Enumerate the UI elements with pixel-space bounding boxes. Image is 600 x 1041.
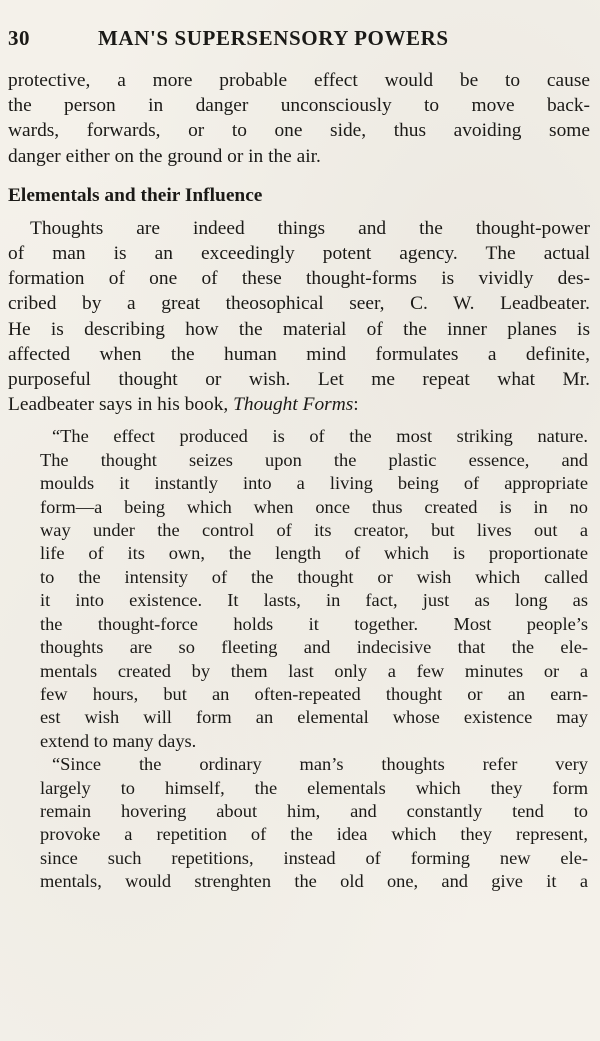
text-line: He is describing how the material of the inner planes is	[8, 318, 590, 340]
quote-line: the thought-force holds it together. Most people’s	[40, 613, 588, 634]
text-line: Leadbeater says in his book,	[8, 394, 229, 416]
text-line: Thoughts are indeed things and the thought-power	[30, 217, 590, 239]
running-head: MAN'S SUPERSENSORY POWERS	[98, 26, 449, 50]
quote-line: est wish will form an elemental whose existence may	[40, 707, 588, 728]
quote-line: since such repetitions, instead of forming new ele-	[40, 847, 588, 868]
text-line: formation of one of these thought-forms is vividly des-	[8, 268, 590, 290]
quote-line: thoughts are so fleeting and indecisive that the ele-	[40, 637, 588, 658]
page-header	[8, 26, 590, 62]
quote-line: life of its own, the length of which is proportionate	[40, 543, 588, 564]
quote-line: mentals, would strenghten the old one, and give it a	[40, 871, 588, 892]
text-line: protective, a more probable effect would be to cause	[8, 70, 590, 91]
quote-line: mentals created by them last only a few minutes or a	[40, 660, 588, 681]
quote-line: to the intensity of the thought or wish which called	[40, 566, 588, 587]
quote-line: remain hovering about him, and constantly tend to	[40, 800, 588, 821]
text-line: affected when the human mind formulates a definite,	[8, 343, 590, 365]
main-paragraph	[8, 216, 590, 418]
text-line: cribed by a great theosophical seer, C. W. Leadbeater.	[8, 293, 590, 315]
text-line: danger either on the ground or in the air.	[8, 145, 321, 167]
punctuation: :	[353, 394, 359, 416]
text-line: of man is an exceedingly potent agency. The actual	[8, 243, 590, 265]
quote-line: form—a being which when once thus created is in no	[40, 496, 588, 517]
quote-line: The thought seizes upon the plastic essence, and	[40, 449, 588, 470]
quote-line: moulds it instantly into a living being of appropriate	[40, 473, 588, 494]
block-quote-2	[40, 753, 590, 893]
page-number: 30	[8, 26, 30, 50]
book-title: Thought Forms	[233, 394, 354, 416]
quote-line: provoke a repetition of the idea which they represent,	[40, 824, 588, 845]
text-line: the person in danger unconsciously to move back-	[8, 95, 590, 117]
intro-paragraph	[8, 68, 590, 169]
section-heading: Elementals and their Influence	[8, 184, 263, 206]
text-line: wards, forwards, or to one side, thus avoiding some	[8, 120, 590, 142]
quote-line: “The effect produced is of the most striking nature.	[52, 426, 588, 447]
quote-line: extend to many days.	[40, 730, 197, 751]
quote-line: few hours, but an often-repeated thought or an earn-	[40, 683, 588, 704]
quote-line: it into existence. It lasts, in fact, just as long as	[40, 590, 588, 611]
block-quote-1	[40, 425, 590, 753]
text-line-with-title	[8, 392, 590, 417]
quote-line: way under the control of its creator, but lives out a	[40, 520, 588, 541]
quote-line: “Since the ordinary man’s thoughts refer very	[52, 754, 588, 775]
quote-line: largely to himself, the elementals which they form	[40, 777, 588, 798]
text-line: purposeful thought or wish. Let me repeat what Mr.	[8, 369, 590, 391]
